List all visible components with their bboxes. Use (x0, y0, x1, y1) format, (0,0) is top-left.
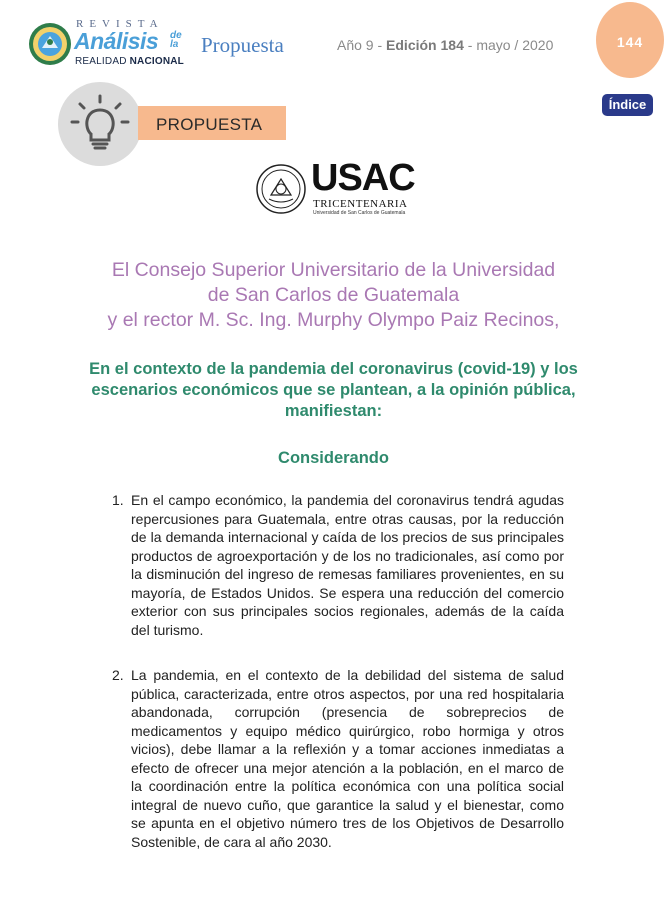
lightbulb-icon (58, 82, 142, 166)
magazine-label: REVISTA (76, 18, 164, 30)
date-label: mayo / 2020 (476, 37, 554, 53)
page-number: 144 (616, 34, 644, 50)
list-item (112, 666, 564, 851)
section-title: Propuesta (201, 33, 284, 57)
list-item-number: 2. (112, 667, 124, 683)
list-item-text: En el campo económico, la pandemia del coronavirus tendrá agudas repercusiones para Guatemala, entre otras causas, por la reducción de la demanda internacional y caída de los precios de sus principales productos de agroexportación y de los no tradicionales, así como por la disminución del ingreso de remesas familiares provenientes, en su mayoría, de Estados Unidos. Se espera una reducción del comercio exterior con sus principales socios regionales, además de la caída del turismo. (131, 492, 564, 638)
magazine-subtitle: REALIDAD NACIONAL (75, 56, 184, 67)
list-item (112, 491, 564, 639)
issue-info: Año 9 - Edición 184 - mayo / 2020 (337, 37, 554, 53)
year-label: Año 9 (337, 37, 374, 53)
magazine-name-connector: de la (170, 30, 182, 50)
usac-university-name: Universidad de San Carlos de Guatemala (313, 210, 406, 216)
document-subtitle: En el contexto de la pandemia del coronavirus (covid-19) y los escenarios económicos que se plantean, a la opinión pública, manifiestan: (89, 360, 578, 420)
considerando-list (112, 491, 564, 878)
section-banner-label: PROPUESTA (156, 115, 263, 134)
lightbulb-badge (58, 82, 142, 166)
index-button[interactable]: Índice (602, 94, 653, 116)
university-seal-icon (255, 163, 307, 215)
edition-label: Edición 184 (386, 37, 464, 53)
list-item-number: 1. (112, 492, 124, 508)
usac-wordmark: USAC (311, 157, 415, 199)
usac-tricentenaria: TRICENTENARIA (313, 198, 408, 210)
guatemala-seal-icon (28, 22, 72, 66)
considerando-heading: Considerando (278, 449, 389, 467)
document-title: El Consejo Superior Universitario de la Universidad de San Carlos de Guatemala y el rector M. Sc. Ing. Murphy Olympo Paiz Recinos, (107, 259, 560, 331)
magazine-logo (28, 16, 184, 74)
list-item-text: La pandemia, en el contexto de la debilidad del sistema de salud pública, caracterizada, entre otros aspectos, por una red hospitalaria abandonada, corrupción (presencia de sobreprecios de medicamentos y equipo médico quirúrgico, robo hormiga y otros vicios), debe llamar a la reflexión y a tomar acciones inmediatas a efecto de ofrecer una mejor atención a la población, en el marco de la coordinación entre la política económica con una política social integral de nuevo cuño, que garantice la salud y el bienestar, como se apunta en el objetivo número tres de los Objetivos de Desarrollo Sostenible, de cara al año 2030. (131, 667, 564, 850)
page-number-badge (596, 2, 664, 78)
usac-logo (255, 157, 415, 221)
magazine-name: Análisis (74, 28, 159, 54)
